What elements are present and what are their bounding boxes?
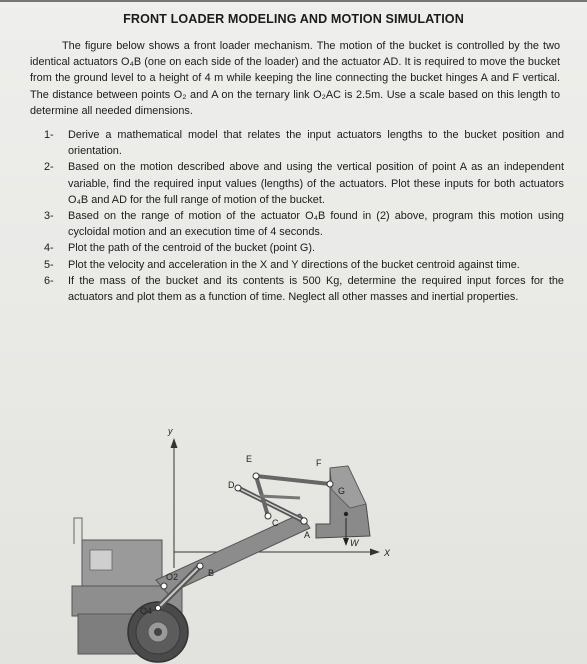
bucket-linkage — [256, 476, 330, 516]
label-c: C — [272, 518, 279, 528]
task-number: 5- — [44, 258, 54, 271]
boom-arm — [156, 514, 310, 594]
task-text: Based on the range of motion of the actuator O₄B found in (2) above, program this motion using cycloidal motion and an execution time of 4 seconds. — [68, 210, 564, 239]
list-item — [44, 257, 564, 273]
label-d: D — [228, 480, 235, 490]
x-axis-label: X — [384, 548, 391, 558]
task-text: If the mass of the bucket and its contents is 500 Kg, determine the required input forces for the actuators and plot them as a function of time. Neglect all other masses and inertial properties. — [68, 274, 564, 304]
task-number: 4- — [44, 242, 54, 255]
list-item — [44, 240, 564, 256]
task-number: 3- — [44, 210, 54, 223]
list-item — [44, 273, 564, 305]
task-text: Based on the motion described above and using the vertical position of point A as an independent variable, find the required input values (lengths) of the actuators. Plot these inputs for both actuators O₄B and AD for the full range of motion of the bucket. — [68, 161, 564, 206]
front-loader-diagram — [60, 318, 480, 664]
y-axis — [171, 438, 178, 568]
label-a: A — [304, 530, 311, 540]
loader-cab — [74, 518, 162, 592]
list-item — [44, 208, 564, 240]
task-list — [44, 127, 564, 305]
label-o4: O4 — [140, 606, 153, 616]
document-title: FRONT LOADER MODELING AND MOTION SIMULATION — [123, 12, 464, 26]
centroid-g — [344, 512, 348, 516]
intro-paragraph — [30, 38, 560, 119]
intro-text: The figure below shows a front loader mechanism. The motion of the bucket is controlled by the two identical actuators O₄B (one on each side of the loader) and the actuator AD. It is required to move the bucket from the ground level to a height of 4 m while keeping the line connecting the bucket hinges A and F vertical. The distance between points O₂ and A on the ternary link O₂AC is 2.5m. Use a scale based on this length to determine all needed dimensions. — [30, 40, 560, 117]
task-text: Plot the path of the centroid of the bucket (point G). — [68, 242, 316, 255]
top-border-line — [0, 0, 587, 2]
y-axis-label: y — [168, 426, 173, 436]
label-f: F — [316, 458, 322, 468]
label-g: G — [338, 486, 346, 496]
task-number: 6- — [44, 274, 54, 287]
task-number: 2- — [44, 161, 54, 174]
task-text: Plot the velocity and acceleration in the X and Y directions of the bucket centroid against time. — [68, 258, 520, 271]
label-o2: O2 — [166, 572, 179, 582]
bucket — [316, 466, 370, 538]
label-e: E — [246, 454, 253, 464]
label-w: W — [350, 538, 359, 548]
label-b: B — [208, 568, 215, 578]
list-item — [44, 159, 564, 208]
x-axis — [174, 549, 380, 556]
front-loader-figure — [60, 318, 480, 664]
task-text: Derive a mathematical model that relates the input actuators lengths to the bucket position and orientation. — [68, 129, 564, 158]
list-item — [44, 127, 564, 159]
task-number: 1- — [44, 129, 54, 141]
